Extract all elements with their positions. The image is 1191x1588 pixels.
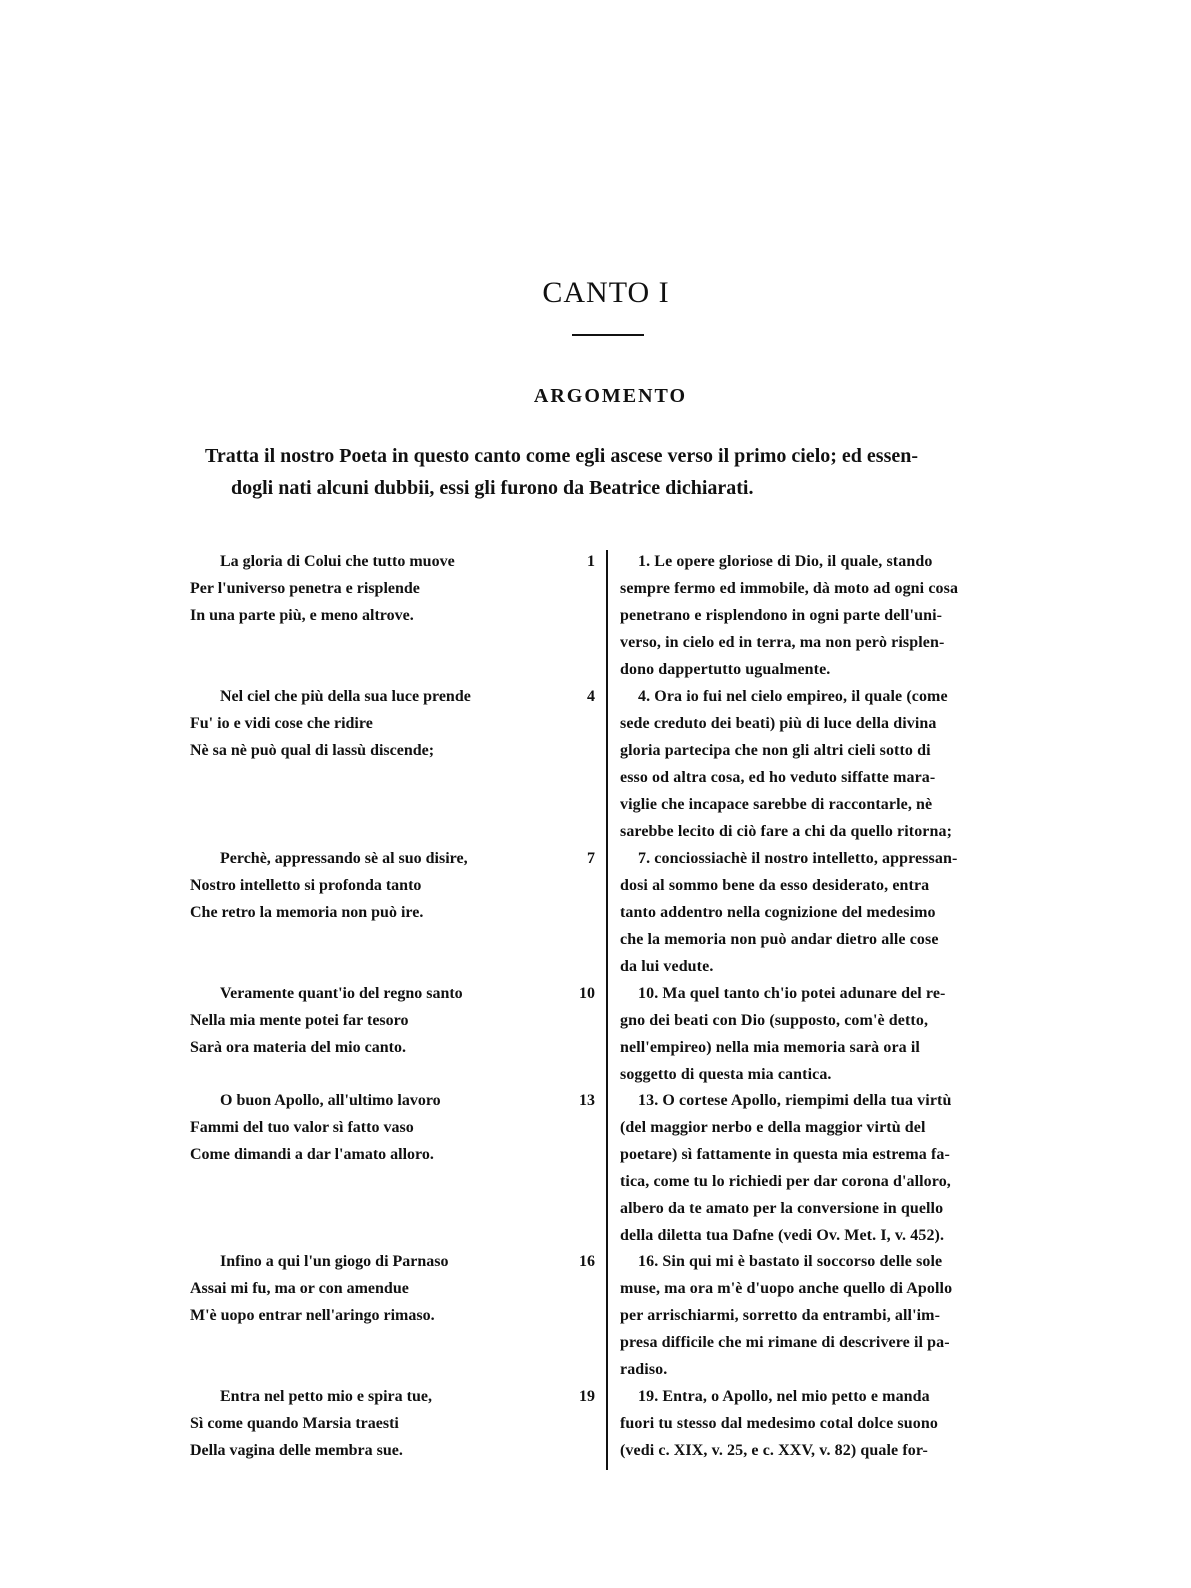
- commentary-line: soggetto di questa mia cantica.: [620, 1066, 832, 1083]
- canto-title: CANTO I: [542, 276, 670, 309]
- verse-line: Fu' io e vidi cose che ridire: [190, 715, 373, 732]
- verse-line: Veramente quant'io del regno santo: [220, 985, 463, 1002]
- commentary-line: 4. Ora io fui nel cielo empireo, il quale (come: [638, 688, 948, 705]
- verse-number: 19: [579, 1388, 595, 1405]
- verse-line: Fammi del tuo valor sì fatto vaso: [190, 1119, 414, 1136]
- commentary-line: verso, in cielo ed in terra, ma non però risplen-: [620, 634, 945, 651]
- verse-line: Nel ciel che più della sua luce prende: [220, 688, 471, 705]
- verse-line: Sì come quando Marsia traesti: [190, 1415, 399, 1432]
- verse-number: 16: [579, 1253, 595, 1270]
- commentary-line: 7. conciossiachè il nostro intelletto, appressan-: [638, 850, 958, 867]
- verse-line: M'è uopo entrar nell'aringo rimaso.: [190, 1307, 435, 1324]
- verse-number: 7: [587, 850, 595, 867]
- verse-number: 10: [579, 985, 595, 1002]
- commentary-line: radiso.: [620, 1361, 668, 1378]
- commentary-line: della diletta tua Dafne (vedi Ov. Met. I, v. 452).: [620, 1227, 945, 1244]
- commentary-line: che la memoria non può andar dietro alle cose: [620, 931, 939, 948]
- commentary-line: 16. Sin qui mi è bastato il soccorso delle sole: [638, 1253, 943, 1270]
- verse-line: Che retro la memoria non può ire.: [190, 904, 424, 921]
- verse-line: Perchè, appressando sè al suo disire,: [220, 850, 468, 867]
- commentary-line: (vedi c. XIX, v. 25, e c. XXV, v. 82) quale for-: [620, 1442, 928, 1459]
- commentary-line: tica, come tu lo richiedi per dar corona d'alloro,: [620, 1173, 951, 1190]
- argomento-line: Tratta il nostro Poeta in questo canto come egli ascese verso il primo cielo; ed essen-: [205, 445, 919, 467]
- commentary-line: nell'empireo) nella mia memoria sarà ora il: [620, 1039, 920, 1056]
- verse-line: Della vagina delle membra sue.: [190, 1442, 403, 1459]
- commentary-line: poetare) sì fattamente in questa mia estrema fa-: [620, 1146, 950, 1163]
- verse-line: Nè sa nè può qual di lassù discende;: [190, 742, 435, 759]
- commentary-line: viglie che incapace sarebbe di raccontarle, nè: [620, 796, 933, 813]
- commentary-line: penetrano e risplendono in ogni parte dell'uni-: [620, 607, 943, 624]
- verse-line: Infino a qui l'un giogo di Parnaso: [220, 1253, 449, 1270]
- verse-line: In una parte più, e meno altrove.: [190, 607, 414, 624]
- commentary-line: albero da te amato per la conversione in quello: [620, 1200, 944, 1217]
- commentary-line: dosi al sommo bene da esso desiderato, entra: [620, 877, 930, 894]
- commentary-line: sarebbe lecito di ciò fare a chi da quello ritorna;: [620, 823, 953, 840]
- commentary-line: sempre fermo ed immobile, dà moto ad ogni cosa: [620, 580, 959, 597]
- commentary-line: muse, ma ora m'è d'uopo anche quello di Apollo: [620, 1280, 953, 1297]
- commentary-line: (del maggior nerbo e della maggior virtù del: [620, 1119, 926, 1136]
- commentary-line: da lui vedute.: [620, 958, 714, 975]
- commentary-line: 1. Le opere gloriose di Dio, il quale, stando: [638, 553, 933, 570]
- verse-line: O buon Apollo, all'ultimo lavoro: [220, 1092, 441, 1109]
- verse-line: La gloria di Colui che tutto muove: [220, 553, 455, 570]
- commentary-line: gloria partecipa che non gli altri cieli sotto di: [620, 742, 931, 759]
- commentary-line: dono dappertutto ugualmente.: [620, 661, 831, 678]
- argomento-heading: ARGOMENTO: [533, 385, 688, 407]
- verse-line: Per l'universo penetra e risplende: [190, 580, 420, 597]
- verse-number: 13: [579, 1092, 595, 1109]
- verse-line: Nostro intelletto si profonda tanto: [190, 877, 422, 894]
- column-divider: [606, 550, 608, 1470]
- commentary-line: per arrischiarmi, sorretto da entrambi, all'im-: [620, 1307, 941, 1324]
- title-rule: [572, 334, 644, 336]
- verse-line: Come dimandi a dar l'amato alloro.: [190, 1146, 434, 1163]
- commentary-line: 13. O cortese Apollo, riempimi della tua virtù: [638, 1092, 952, 1109]
- verse-line: Entra nel petto mio e spira tue,: [220, 1388, 432, 1405]
- argomento-text: [205, 440, 1020, 504]
- verse-number: 4: [587, 688, 595, 705]
- commentary-line: tanto addentro nella cognizione del medesimo: [620, 904, 936, 921]
- argomento-line: dogli nati alcuni dubbii, essi gli furono da Beatrice dichiarati.: [231, 477, 754, 499]
- verse-line: Assai mi fu, ma or con amendue: [190, 1280, 409, 1297]
- verse-number: 1: [587, 553, 595, 570]
- commentary-line: 10. Ma quel tanto ch'io potei adunare del re-: [638, 985, 946, 1002]
- commentary-line: esso od altra cosa, ed ho veduto siffatte mara-: [620, 769, 936, 786]
- verse-line: Nella mia mente potei far tesoro: [190, 1012, 409, 1029]
- commentary-line: gno dei beati con Dio (supposto, com'è detto,: [620, 1012, 929, 1029]
- commentary-line: presa difficile che mi rimane di descrivere il pa-: [620, 1334, 950, 1351]
- commentary-line: 19. Entra, o Apollo, nel mio petto e manda: [638, 1388, 930, 1405]
- commentary-line: sede creduto dei beati) più di luce della divina: [620, 715, 937, 732]
- verse-line: Sarà ora materia del mio canto.: [190, 1039, 406, 1056]
- commentary-line: fuori tu stesso dal medesimo cotal dolce suono: [620, 1415, 938, 1432]
